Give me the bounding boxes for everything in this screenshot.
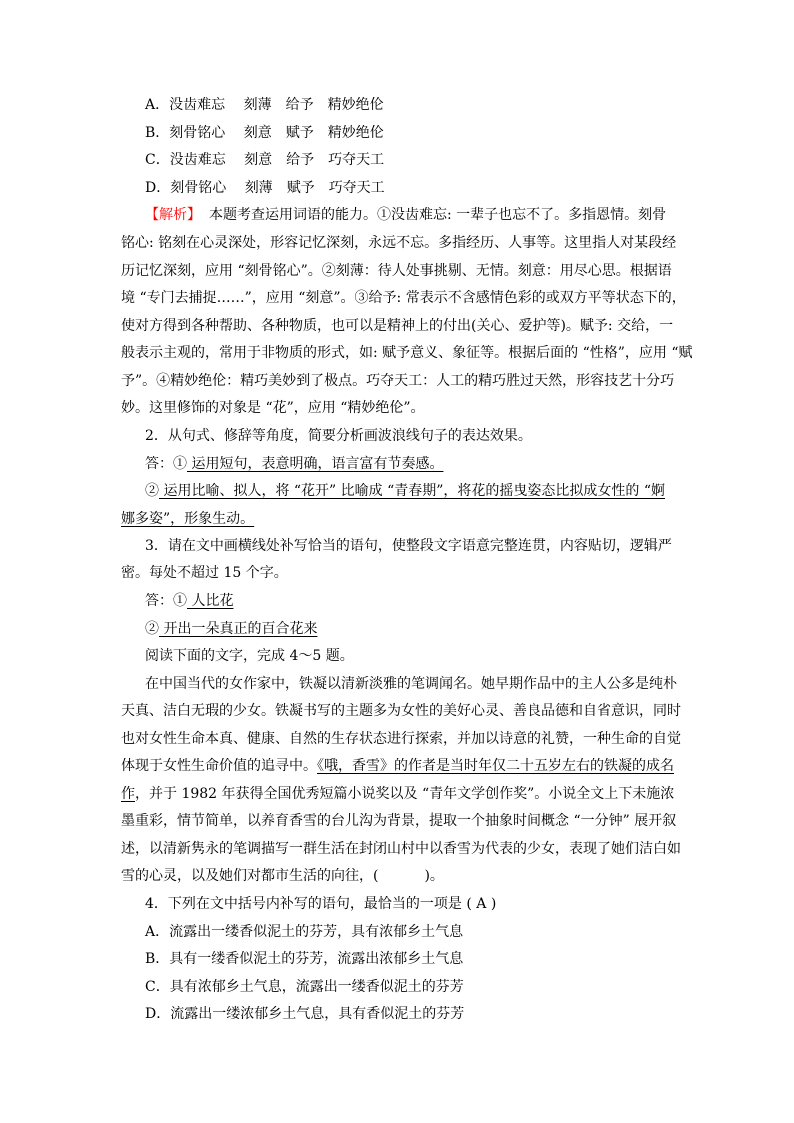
q3-question-line-1: 3．请在文中画横线处补写恰当的语句，使整段文字语意完整连贯，内容贴切，逻辑严 [145,538,672,554]
q4-option-b: B．具有一缕香似泥土的芬芳，流露出浓郁乡土气息 [145,951,464,967]
q2-answer-2-cont: 娜多姿”，形象生动。 [121,511,255,527]
analysis-line-6: 般表示主观的，常用于非物质的形式，如: 赋予意义、象征等。根据后面的 “性格”，应用 “赋 [121,345,693,361]
q4-question: 4．下列在文中括号内补写的语句，最恰当的一项是 ( A ) [145,896,497,912]
q2-question: 2．从句式、修辞等角度，简要分析画波浪线句子的表达效果。 [145,428,532,444]
analysis-line-8: 妙。这里修饰的对象是 “花”，应用 “精妙绝伦”。 [121,400,425,416]
passage-line-2: 天真、洁白无瑕的少女。铁凝书写的主题多为女性的美好心灵、善良品德和自省意识，同时 [121,703,681,719]
passage-line-4: 体现于女性生命价值的追寻中。《哦，香雪》的作者是当时年仅二十五岁左右的铁凝的成名 [121,758,674,774]
passage-line-7: 述，以清新隽永的笔调描写一群生活在封闭山村中以香雪为代表的少女，表现了她们洁白如 [121,841,681,857]
q4-option-a: A．流露出一缕香似泥土的芬芳，具有浓郁乡土气息 [145,924,464,940]
passage-line-8: 雪的心灵，以及她们对都市生活的向往，( )。 [121,868,444,884]
q1-option-c: C．没齿难忘 刻意 给予 巧夺天工 [145,152,385,168]
analysis-line-2: 铭心: 铭刻在心灵深处，形容记忆深刻，永远不忘。多指经历、人事等。这里指人对某段经 [121,235,677,251]
q1-option-d: D．刻骨铭心 刻薄 赋予 巧夺天工 [145,180,385,196]
passage-line-6: 墨重彩，情节简单，以养育香雪的台儿沟为背景，提取一个抽象时间概念 “一分钟” 展开叙 [121,813,677,829]
q3-question-line-2: 密。每处不超过 15 个字。 [121,565,288,581]
analysis-line-7: 予”。④精妙绝伦：精巧美妙到了极点。巧夺天工：人工的精巧胜过天然，形容技艺十分巧 [121,373,675,389]
analysis-line-4: 境 “专门去捕捉……”，应用 “刻意”。③给予: 常表示不含感情色彩的或双方平等状态下的， [121,290,686,306]
q3-answer-2: ② 开出一朵真正的百合花来 [145,621,318,637]
q3-answer-1: 答：① 人比花 [145,593,234,609]
analysis-line-1: 【解析】 本题考查运用词语的能力。①没齿难忘: 一辈子也忘不了。多指恩情。刻骨 [145,207,667,223]
q4-option-c: C．具有浓郁乡土气息，流露出一缕香似泥土的芬芳 [145,979,464,995]
q1-option-b: B．刻骨铭心 刻意 赋予 精妙绝伦 [145,125,384,141]
reading-intro: 阅读下面的文字，完成 4～5 题。 [145,648,354,664]
q1-option-a: A．没齿难忘 刻薄 给予 精妙绝伦 [145,97,384,113]
analysis-tag: 【解析】 [145,207,201,223]
analysis-line-5: 使对方得到各种帮助、各种物质，也可以是精神上的付出(关心、爱护等)。赋予: 交给，一 [121,318,674,334]
q4-option-d: D．流露出一缕浓郁乡土气息，具有香似泥土的芬芳 [145,1006,465,1022]
passage-line-3: 也对女性生命本真、健康、自然的生存状态进行探索，并加以诗意的礼赞，一种生命的自觉 [121,731,681,747]
q2-answer-2: ② 运用比喻、拟人，将 “花开” 比喻成 “青春期”，将花的摇曳姿态比拟成女性的 “婀 [145,483,666,499]
passage-line-5: 作，并于 1982 年获得全国优秀短篇小说奖以及 “青年文学创作奖”。小说全文上下未施浓 [121,786,675,802]
passage-line-1: 在中国当代的女作家中，铁凝以清新淡雅的笔调闻名。她早期作品中的主人公多是纯朴 [145,676,677,692]
analysis-line-3: 历记忆深刻，应用 “刻骨铭心”。②刻薄：待人处事挑剔、无情。刻意：用尽心思。根据语 [121,263,672,279]
q2-answer-1: 答：① 运用短句，表意明确，语言富有节奏感。 [145,456,444,472]
